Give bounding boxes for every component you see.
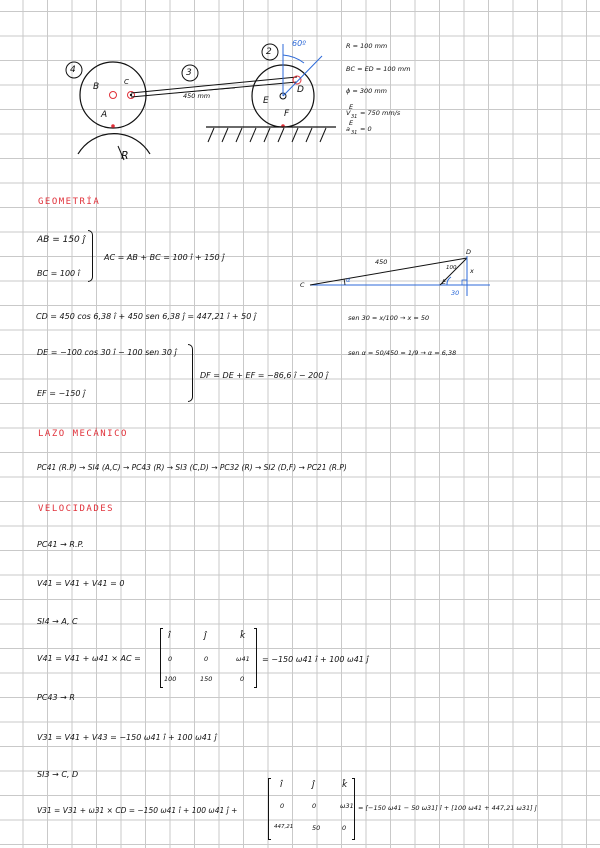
matrix1-right-bar (254, 628, 257, 688)
vel-line-v31d: V31 = V31 + ω31 × CD = −150 ω41 î + 100 ω41 ĵ + (37, 806, 238, 815)
sen30-relation: sen 30 = x/100 → x = 50 (348, 314, 430, 322)
point-a-label: A (101, 110, 108, 120)
link3-number: 3 (186, 68, 192, 78)
acceleration-superscript: E (349, 119, 354, 127)
triangle-100-label: 100 (446, 265, 457, 271)
vector-bc: BC = 100 î (37, 269, 80, 278)
matrix1 (164, 631, 258, 686)
brace-de-ef (188, 344, 193, 402)
section-lazo: LAZO MECÁNICO (38, 429, 128, 439)
vector-cd: CD = 450 cos 6,38 î + 450 sen 6,38 ĵ = 447,21 î + 50 ĵ (36, 312, 257, 321)
m1-r3c2: 150 (200, 675, 213, 683)
wheel-r-label: R (121, 149, 129, 162)
vector-de: DE = −100 cos 30 î − 100 sen 30 ĵ (37, 348, 177, 357)
m1-r2c1: 0 (168, 655, 173, 663)
vel-line-si3: SI3 → C, D (37, 770, 79, 779)
matrix2-right-bar (352, 778, 355, 840)
vector-ab: AB = 150 ĵ (37, 235, 86, 245)
matrix2 (274, 781, 354, 837)
m2-r3c1: 447,21 (274, 824, 294, 830)
matrix1-left-bar (160, 628, 163, 688)
acceleration-symbol: a (346, 125, 350, 133)
acceleration-value: = 0 (360, 125, 372, 133)
triangle-e-label: E (442, 278, 447, 286)
m2-r1c1: î (280, 780, 283, 790)
vector-ac: AC = AB + BC = 100 î + 150 ĵ (104, 253, 225, 262)
vel-line-v31c: V31 = V41 + V43 = −150 ω41 î + 100 ω41 ĵ (37, 733, 217, 742)
data-r: R = 100 mm (346, 42, 388, 50)
sen-alpha-relation: sen α = 50/450 = 1/9 → α = 6,38 (348, 349, 457, 357)
lazo-chain: PC41 (R.P) → SI4 (A,C) → PC43 (R) → SI3 (C,D) → PC32 (R) → SI2 (D,F) → PC21 (R.P) (37, 463, 347, 472)
velocity-value: = 750 mm/s (360, 109, 401, 117)
m2-r1c2: ĵ (312, 780, 315, 790)
m2-r2c1: 0 (280, 802, 285, 810)
m1-r1c1: î (168, 631, 171, 641)
triangle-d-label: D (466, 248, 472, 256)
velocity-symbol: V (346, 109, 351, 117)
acceleration-subscript: 31 (351, 130, 358, 136)
section-geometria: GEOMETRÍA (38, 197, 101, 207)
m2-r3c3: 0 (342, 824, 347, 832)
velocity-subscript: 31 (351, 114, 358, 120)
vel-line-v41-zero: V41 = V41 + V41 = 0 (37, 579, 125, 588)
velocity-superscript: E (349, 103, 354, 111)
triangle-c-label: C (300, 281, 305, 289)
vector-ef: EF = −150 ĵ (37, 389, 86, 398)
section-velocidades: VELOCIDADES (38, 504, 115, 514)
triangle-450-label: 450 (375, 258, 388, 266)
m1-r1c3: k̂ (240, 631, 246, 641)
link4-number: 4 (70, 65, 76, 75)
m1-r3c3: 0 (240, 675, 245, 683)
point-d-label: D (297, 85, 304, 95)
vector-df: DF = DE + EF = −86,6 î − 200 ĵ (200, 371, 329, 380)
m1-r3c1: 100 (164, 675, 177, 683)
matrix2-left-bar (268, 778, 271, 840)
m1-r1c2: ĵ (204, 631, 207, 641)
data-bc: BC = ED = 100 mm (346, 65, 411, 73)
data-phi: ɸ = 300 mm (346, 87, 388, 95)
m1-r2c2: 0 (204, 655, 209, 663)
vel-line-v41c-result: = −150 ω41 î + 100 ω41 ĵ (262, 655, 369, 664)
point-c-label: C (124, 78, 129, 86)
m2-r3c2: 50 (312, 824, 321, 832)
point-b-label: B (93, 82, 100, 92)
m1-r2c3: ω41 (236, 655, 250, 663)
vel-line-pc41: PC41 → R.P. (37, 540, 84, 549)
m2-r2c3: ω31 (340, 802, 354, 810)
vel-line-si4: SI4 → A, C (37, 617, 78, 626)
vel-line-pc43: PC43 → R (37, 693, 75, 702)
link2-number: 2 (266, 47, 272, 57)
triangle-alpha-label: α (346, 276, 351, 284)
m2-r1c3: k̂ (342, 780, 348, 790)
triangle-30-label: 30 (451, 289, 460, 297)
vel-line-v31d-result: = [−150 ω41 − 50 ω31] î + [100 ω41 + 447,21 ω31] ĵ (358, 804, 537, 812)
angle-label: 60º (292, 39, 306, 48)
point-e-label: E (263, 96, 269, 106)
m2-r2c2: 0 (312, 802, 317, 810)
vel-line-v41c: V41 = V41 + ω41 × AC = (37, 654, 141, 663)
triangle-x-label: x (470, 267, 474, 275)
point-f-label: F (284, 109, 290, 119)
brace-ab-bc (88, 230, 93, 282)
rod-length-label: 450 mm (183, 92, 211, 100)
